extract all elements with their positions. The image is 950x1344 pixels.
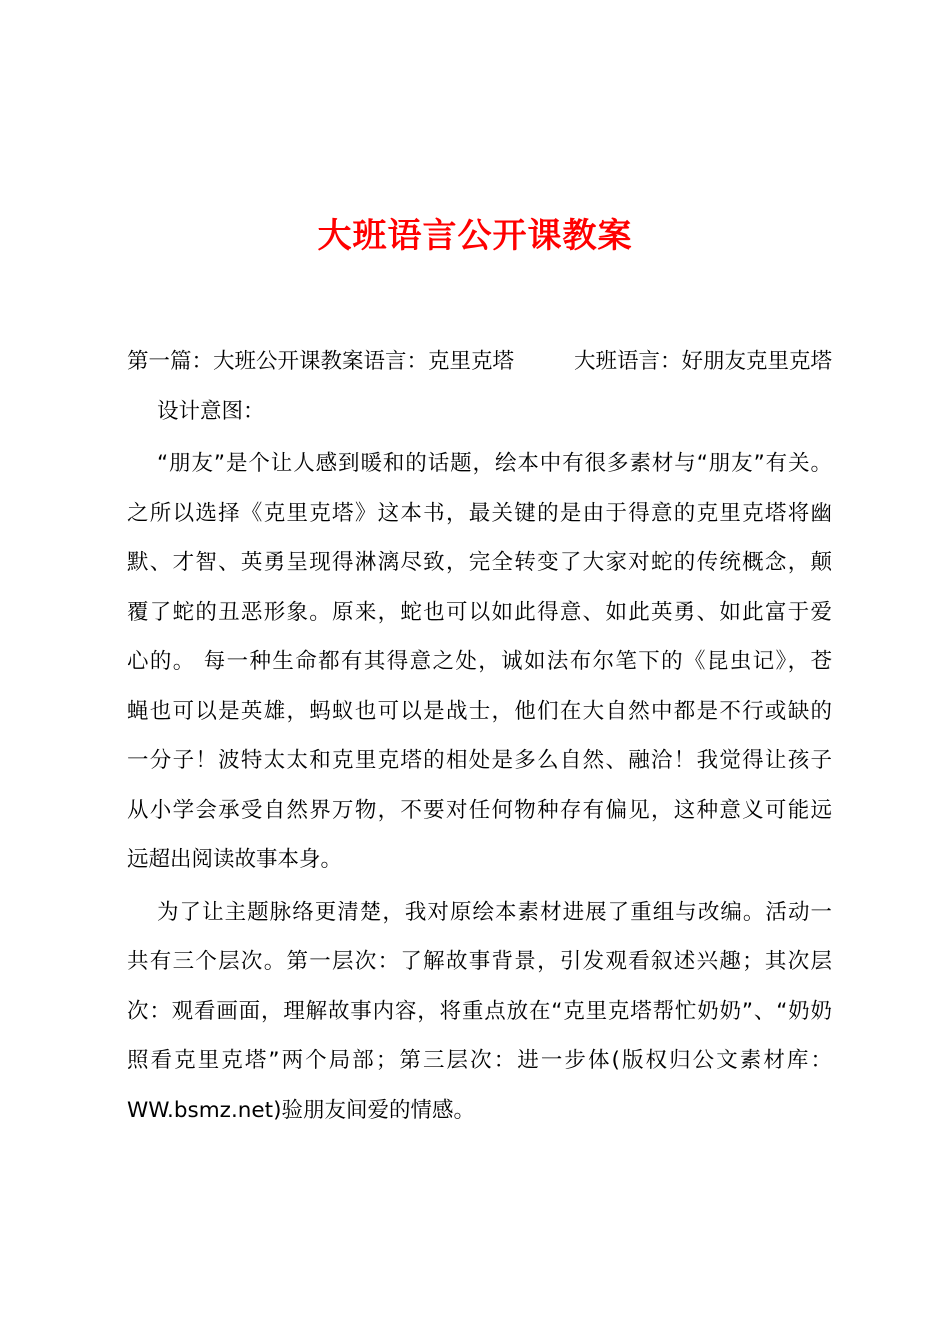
paragraph-2: [127, 888, 832, 1136]
paragraph-line: 远超出阅读故事本身。: [127, 847, 343, 872]
paragraph-line: 一分子！波特太太和克里克塔的相处是多么自然、融洽！我觉得让孩子: [127, 748, 832, 773]
paragraph-line: 之所以选择《克里克塔》这本书，最关键的是由于得意的克里克塔将幽: [127, 500, 832, 526]
document-body: [127, 337, 832, 1135]
paragraph-line: 心的。 每一种生命都有其得意之处，诚如法布尔笔下的《昆虫记》，苍: [127, 649, 832, 674]
chapter-heading-right: 大班语言：好朋友克里克塔: [573, 349, 832, 374]
paragraph-line: 次：观看画面，理解故事内容，将重点放在“克里克塔帮忙奶奶”、“奶奶: [127, 998, 832, 1024]
paragraph-line: 从小学会承受自然界万物，不要对任何物种存有偏见，这种意义可能远: [127, 797, 832, 823]
paragraph-line: 默、才智、英勇呈现得淋漓尽致，完全转变了大家对蛇的传统概念，颠: [127, 550, 832, 575]
paragraph-line: 覆了蛇的丑恶形象。原来，蛇也可以如此得意、如此英勇、如此富于爱: [127, 599, 832, 625]
paragraph-line: WW.bsmz.net)验朋友间爱的情感。: [127, 1097, 475, 1123]
section-label: 设计意图：: [157, 398, 265, 424]
paragraph-line: “朋友”是个让人感到暖和的话题，绘本中有很多素材与“朋友”有关。: [157, 451, 832, 476]
paragraph-line: 为了让主题脉络更清楚，我对原绘本素材进展了重组与改编。活动一: [157, 899, 832, 925]
paragraph-1: [127, 439, 832, 885]
paragraph-line: 照看克里克塔”两个局部；第三层次：进一步体(版权归公文素材库：: [127, 1048, 832, 1073]
paragraph-line: 蝇也可以是英雄，蚂蚁也可以是战士，他们在大自然中都是不行或缺的: [127, 698, 832, 724]
document-title: 大班语言公开课教案: [317, 216, 633, 256]
paragraph-line: 共有三个层次。第一层次：了解故事背景，引发观看叙述兴趣；其次层: [127, 949, 832, 974]
chapter-heading: [127, 337, 832, 387]
chapter-heading-left: 第一篇：大班公开课教案语言：克里克塔: [127, 349, 515, 374]
